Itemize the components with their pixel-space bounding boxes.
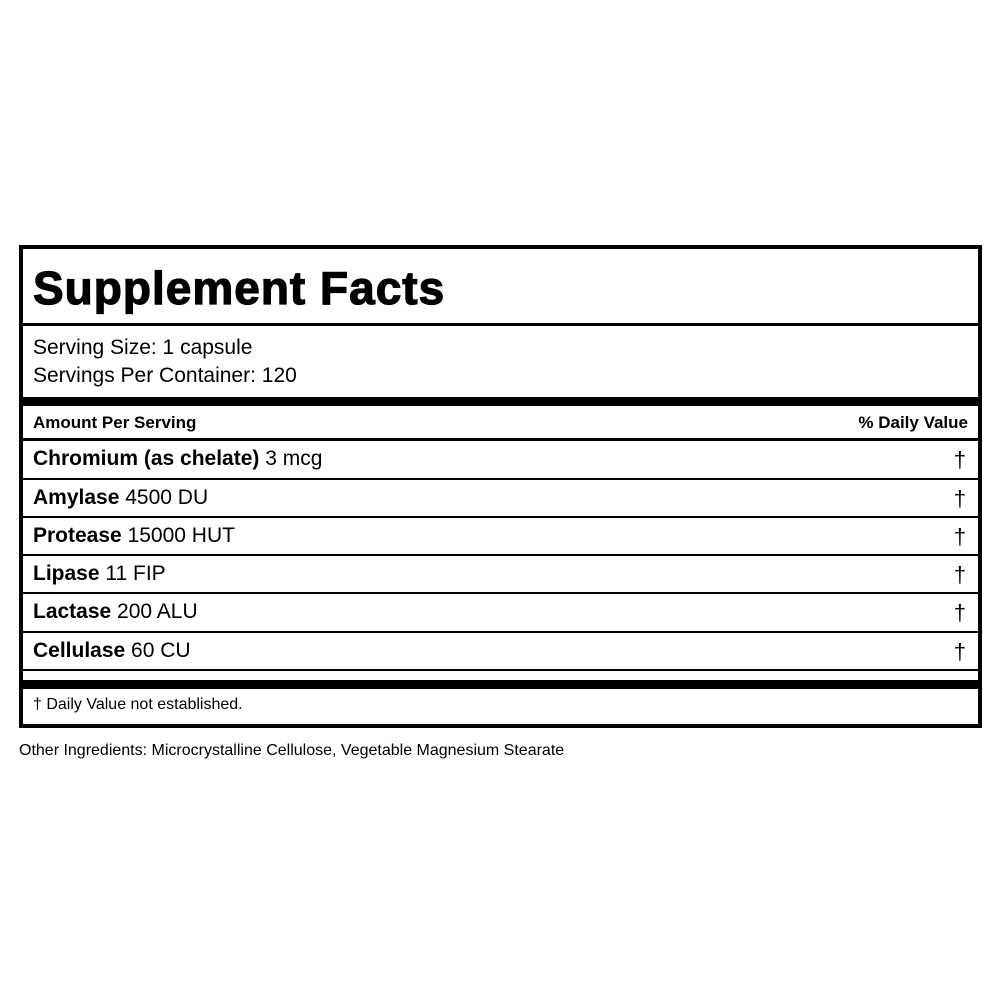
serving-size: Serving Size: 1 capsule: [33, 336, 253, 359]
daily-value-header: % Daily Value: [858, 413, 968, 432]
footnote: † Daily Value not established.: [33, 696, 243, 713]
ingredient-amount: 200 ALU: [111, 600, 198, 623]
ingredient-amount: 15000 HUT: [121, 524, 235, 547]
table-row: [33, 480, 968, 516]
amount-per-serving-header: Amount Per Serving: [33, 413, 197, 432]
ingredient-amount: 11 FIP: [99, 562, 166, 585]
daily-value-mark: †: [953, 524, 966, 549]
daily-value-mark: †: [953, 486, 966, 511]
table-row: [33, 441, 968, 477]
table-row: [33, 594, 968, 630]
ingredient-name: Protease: [33, 524, 122, 547]
table-header: [33, 411, 968, 435]
ingredient-amount: 4500 DU: [119, 486, 209, 509]
thick-divider-bottom: [23, 680, 978, 689]
table-row: [33, 518, 968, 554]
divider-under-title: [23, 323, 978, 326]
ingredient-name: Cellulase: [33, 639, 126, 662]
table-row: [33, 633, 968, 669]
supplement-facts-panel: [19, 245, 982, 728]
ingredient-amount: 3 mcg: [259, 447, 323, 470]
ingredient-amount: 60 CU: [125, 639, 191, 662]
ingredient-name: Lactase: [33, 600, 112, 623]
ingredient-name: Chromium (as chelate): [33, 447, 260, 470]
ingredient-name: Lipase: [33, 562, 100, 585]
ingredient-name: Amylase: [33, 486, 120, 509]
other-ingredients: Other Ingredients: Microcrystalline Cellulose, Vegetable Magnesium Stearate: [19, 742, 565, 759]
row-divider: [23, 669, 978, 671]
table-row: [33, 556, 968, 592]
daily-value-mark: †: [953, 639, 966, 664]
panel-title: Supplement Facts: [33, 262, 446, 314]
thick-divider-top: [23, 397, 978, 406]
daily-value-mark: †: [953, 562, 966, 587]
daily-value-mark: †: [953, 600, 966, 625]
servings-per-container: Servings Per Container: 120: [33, 364, 297, 387]
daily-value-mark: †: [953, 447, 966, 472]
